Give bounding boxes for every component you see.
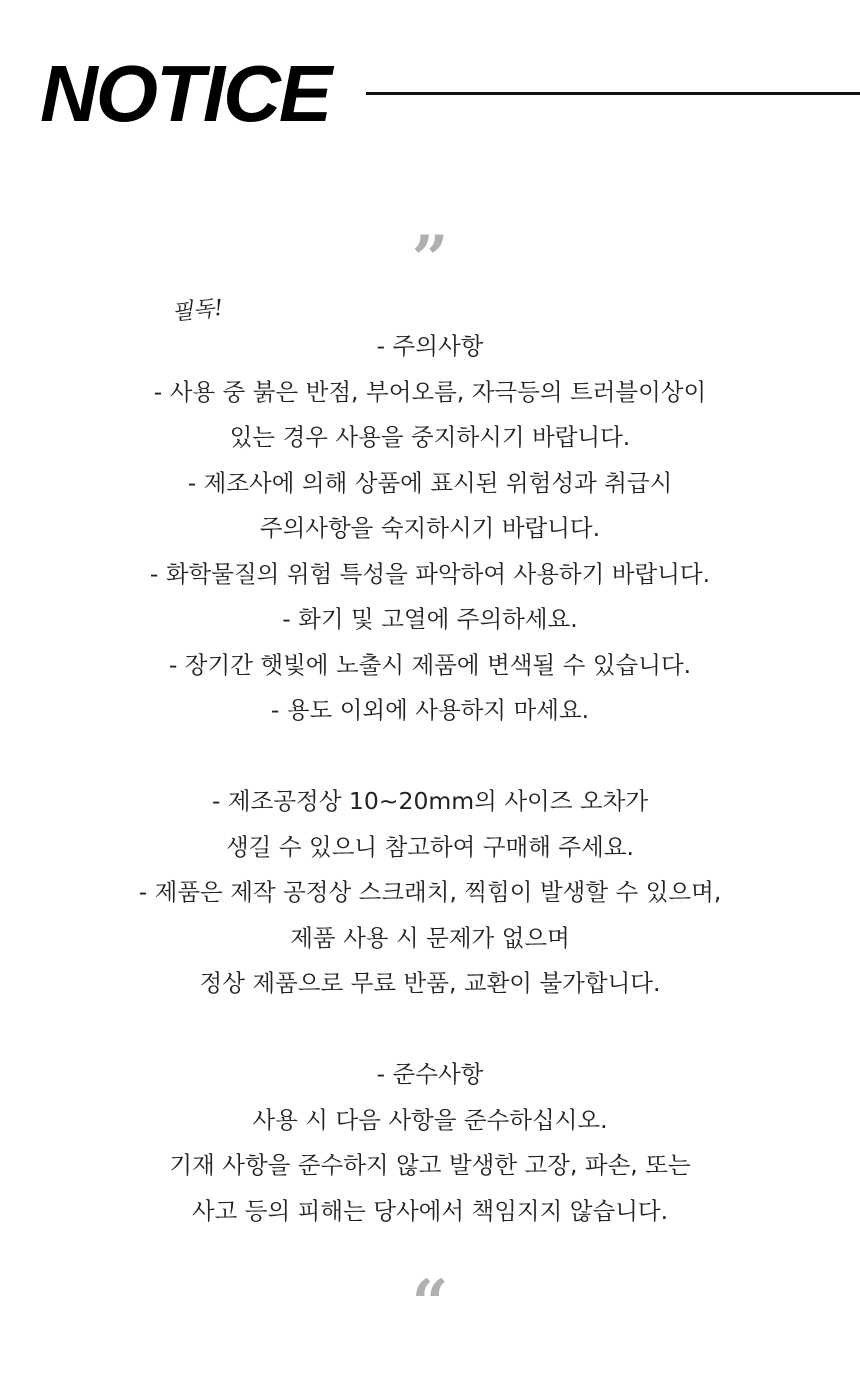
section-spacer: [0, 734, 860, 780]
manufacturing-line: 제품 사용 시 문제가 없으며: [290, 923, 570, 952]
manufacturing-line: 생길 수 있으니 참고하여 구매해 주세요.: [225, 832, 635, 861]
notice-body: [0, 324, 860, 1234]
manufacturing-section: [0, 779, 860, 1007]
caution-section: [0, 324, 860, 734]
compliance-section: [0, 1052, 860, 1234]
compliance-heading: - 준수사항: [376, 1060, 484, 1088]
caution-line: - 제조사에 의해 상품에 표시된 위험성과 취급시: [187, 468, 673, 497]
handwritten-must-read-note: 필독!: [170, 295, 225, 326]
caution-line: - 화기 및 고열에 주의하세요.: [282, 605, 578, 633]
manufacturing-line: 정상 제품으로 무료 반품, 교환이 불가합니다.: [199, 969, 661, 997]
compliance-line: 기재 사항을 준수하지 않고 발생한 고장, 파손, 또는: [169, 1151, 691, 1179]
opening-quote-icon: “: [411, 1266, 449, 1341]
compliance-line: 사고 등의 피해는 당사에서 책임지지 않습니다.: [191, 1196, 669, 1225]
caution-line: - 화학물질의 위험 특성을 파악하여 사용하기 바랍니다.: [149, 559, 711, 588]
caution-line: 주의사항을 숙지하시기 바랍니다.: [259, 514, 601, 542]
section-spacer: [0, 1007, 860, 1053]
caution-line: - 장기간 햇빛에 노출시 제품에 변색될 수 있습니다.: [168, 650, 692, 679]
caution-line: 있는 경우 사용을 중지하시기 바랍니다.: [229, 423, 631, 451]
closing-quote-icon: ”: [411, 222, 449, 297]
manufacturing-line: - 제품은 제작 공정상 스크래치, 찍힘이 발생할 수 있으며,: [138, 878, 722, 906]
caution-heading: - 주의사항: [376, 332, 484, 360]
caution-line: - 사용 중 붉은 반점, 부어오름, 자극등의 트러블이상이: [153, 377, 707, 406]
caution-line: - 용도 이외에 사용하지 마세요.: [270, 696, 590, 724]
manufacturing-line: - 제조공정상 10~20mm의 사이즈 오차가: [211, 787, 649, 815]
title-divider-line: [366, 92, 860, 95]
compliance-line: 사용 시 다음 사항을 준수하십시오.: [252, 1105, 608, 1134]
notice-header: [0, 0, 860, 140]
page-title: NOTICE: [40, 49, 331, 138]
